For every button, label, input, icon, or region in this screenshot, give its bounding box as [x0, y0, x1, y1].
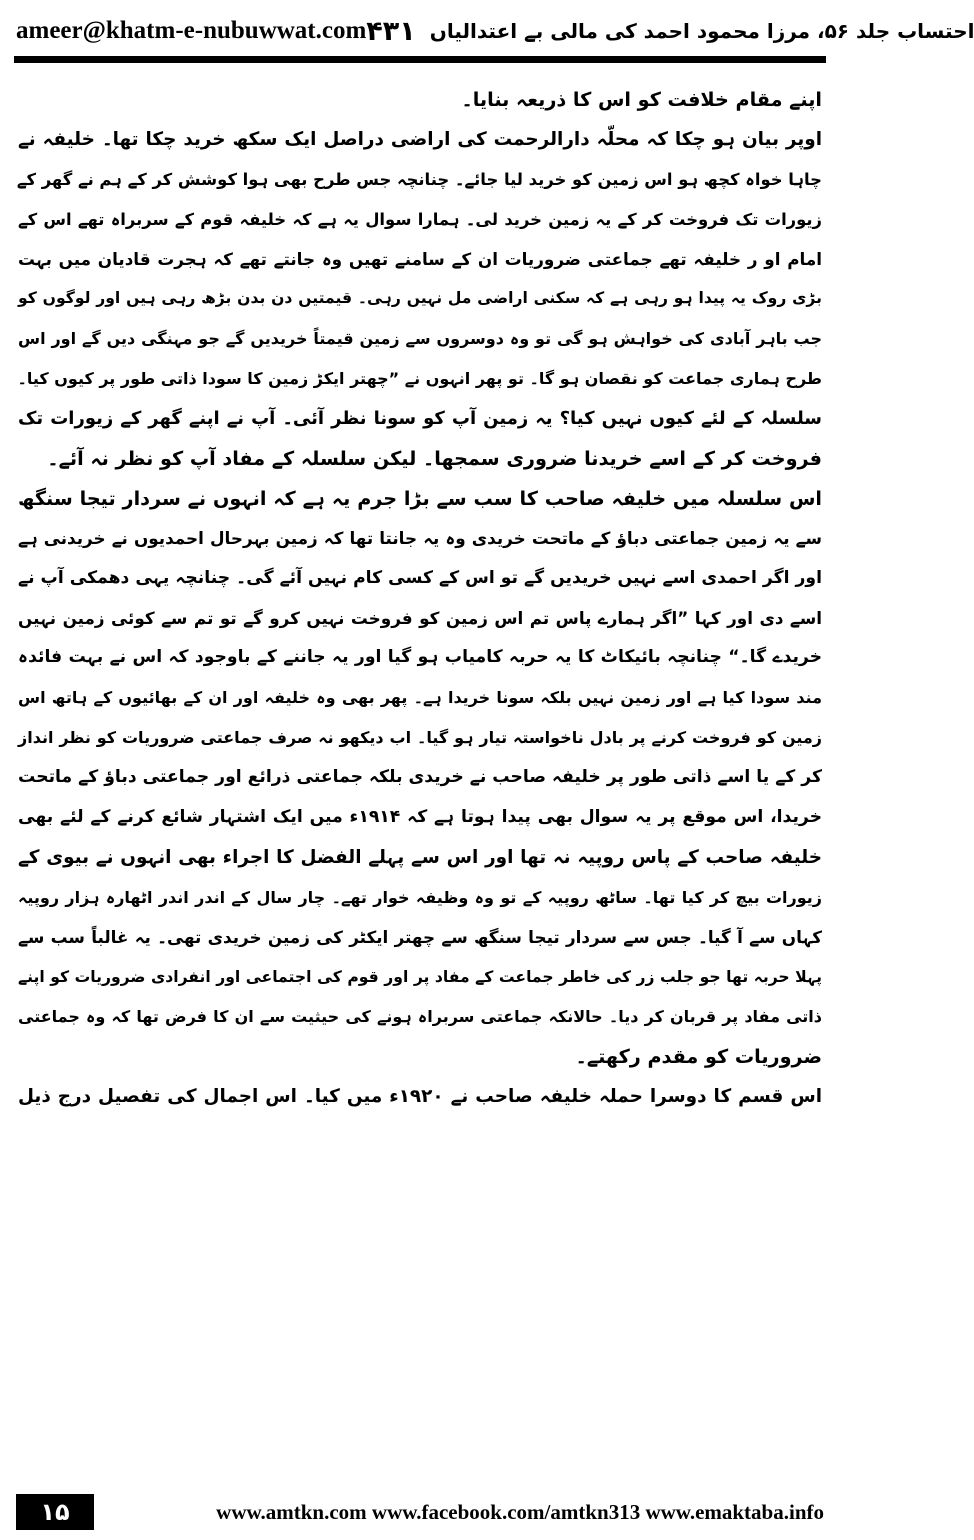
text-line: جب باہر آبادی کی خواہش ہو گی تو وہ دوسروں سے زمین قیمتاً خریدیں گے جو مہنگی دیں گے اور اس — [18, 329, 822, 349]
text-line: پہلا حربہ تھا جو جلب زر کی خاطر جماعت کے مفاد پر اور قوم کی اجتماعی اور انفرادی ضروریات کو اپنے — [18, 967, 822, 986]
body-text — [18, 80, 822, 1480]
text-line: زیورات تک فروخت کر کے یہ زمین خرید لی۔ ہمارا سوال یہ ہے کہ خلیفہ قوم کے سربراہ تھے اس کے — [18, 209, 822, 229]
text-line: بڑی روک یہ پیدا ہو رہی ہے کہ سکنی اراضی مل نہیں رہی۔ قیمتیں دن بدن بڑھ رہی ہیں اور لوگوں کو — [18, 289, 822, 308]
page-footer — [16, 1492, 824, 1532]
header-right-group — [366, 16, 974, 47]
text-line: سلسلہ کے لئے کیوں نہیں کیا؟ یہ زمین آپ کو سونا نظر آئی۔ آپ نے اپنے گھر کے زیورات تک — [18, 408, 822, 430]
text-line: طرح ہماری جماعت کو نقصان ہو گا۔ تو پھر انہوں نے ”چھتر ایکڑ زمین کا سودا ذاتی طور پر کیوں کیا۔ — [17, 369, 822, 389]
text-line: امام او ر خلیفہ تھے جماعتی ضروریات ان کے سامنے تھیں وہ جانتے تھے کہ ہجرت قادیان میں بہت — [18, 248, 822, 269]
header-title: احتساب جلد ۵۶، مرزا محمود احمد کی مالی بے اعتدالیاں — [429, 19, 974, 43]
page-header — [16, 10, 974, 52]
text-line: سے یہ زمین جماعتی دباؤ کے ماتحت خریدی وہ یہ جانتا تھا کہ زمین بہرحال احمدیوں نے خریدنی ہے — [18, 527, 822, 548]
text-line: چاہا خواہ کچھ ہو اس زمین کو خرید لیا جائے۔ چنانچہ جس طرح بھی ہوا کوشش کر کے ہم نے گھر کے — [16, 169, 822, 189]
text-line: اس قسم کا دوسرا حملہ خلیفہ صاحب نے ۱۹۲۰ء میں کیا۔ اس اجمال کی تفصیل درج ذیل — [18, 1086, 823, 1108]
text-line: اس سلسلہ میں خلیفہ صاحب کا سب سے بڑا جرم یہ ہے کہ انہوں نے سردار تیجا سنگھ — [18, 486, 822, 510]
text-line: اپنے مقام خلافت کو اس کا ذریعہ بنایا۔ — [461, 88, 822, 111]
text-line: زمین کو فروخت کرنے پر بادل ناخواستہ تیار ہو گیا۔ اب دیکھو نہ صرف جماعتی ضروریات کو نظر انداز — [18, 728, 822, 748]
text-line: اوپر بیان ہو چکا کہ محلّہ دارالرحمت کی اراضی دراصل ایک سکھ خرید چکا تھا۔ خلیفہ نے — [18, 128, 822, 150]
text-line: خریدا، اس موقع پر یہ سوال بھی پیدا ہوتا ہے کہ ۱۹۱۴ء میں ایک اشتہار شائع کرنے کے لئے بھی — [18, 807, 822, 828]
text-line: زیورات بیچ کر کیا تھا۔ ساٹھ روپیہ کے تو وہ وظیفہ خوار تھے۔ چار سال کے اندر اندر اٹھارہ ہزار روپیہ — [18, 887, 822, 907]
text-line: ذاتی مفاد پر قربان کر دیا۔ حالانکہ جماعتی سربراہ ہونے کی حیثیت سے ان کا فرض تھا کہ وہ جماعتی — [18, 1007, 822, 1027]
text-line: اور اگر احمدی اسے نہیں خریدیں گے تو اس کے کسی کام نہیں آئے گی۔ چنانچہ یہی دھمکی آپ نے — [18, 567, 822, 588]
header-email: ameer@khatm-e-nubuwwat.com — [16, 17, 367, 44]
text-line: فروخت کر کے اسے خریدنا ضروری سمجھا۔ لیکن سلسلہ کے مفاد آپ کو نظر نہ آئے۔ — [47, 447, 822, 471]
footer-page-number: ۱۵ — [16, 1494, 94, 1530]
text-line: خریدے گا۔“ چنانچہ بائیکاٹ کا یہ حربہ کامیاب ہو گیا اور یہ جاننے کے باوجود کہ اس نے بہت فائدہ — [18, 647, 822, 668]
header-page-number: ۴۳۱ — [366, 15, 416, 47]
text-line: مند سودا کیا ہے اور زمین نہیں بلکہ سونا خریدا ہے۔ پھر بھی وہ خلیفہ اور ان کے بھائیوں کے ہاتھ اس — [18, 688, 822, 708]
header-rule — [14, 56, 826, 63]
text-line: اسے دی اور کہا ”اگر ہمارے پاس تم اس زمین کو فروخت نہیں کرو گے تو تم سے کوئی زمین نہیں — [18, 607, 822, 628]
text-line: ضروریات کو مقدم رکھتے۔ — [575, 1045, 822, 1069]
footer-links: www.amtkn.com www.facebook.com/amtkn313 www.emaktaba.info — [216, 1499, 824, 1524]
text-line: خلیفہ صاحب کے پاس روپیہ نہ تھا اور اس سے پہلے الفضل کا اجراء بھی انہوں نے بیوی کے — [18, 846, 822, 868]
text-line: کر کے یا اسے ذاتی طور پر خلیفہ صاحب نے خریدی بلکہ جماعتی ذرائع اور جماعتی دباؤ کے ماتحت — [18, 767, 822, 788]
text-line: کہاں سے آ گیا۔ جس سے سردار تیجا سنگھ سے چھتر ایکٹر کی زمین خریدی تھی۔ یہ غالباً سب سے — [18, 926, 822, 947]
